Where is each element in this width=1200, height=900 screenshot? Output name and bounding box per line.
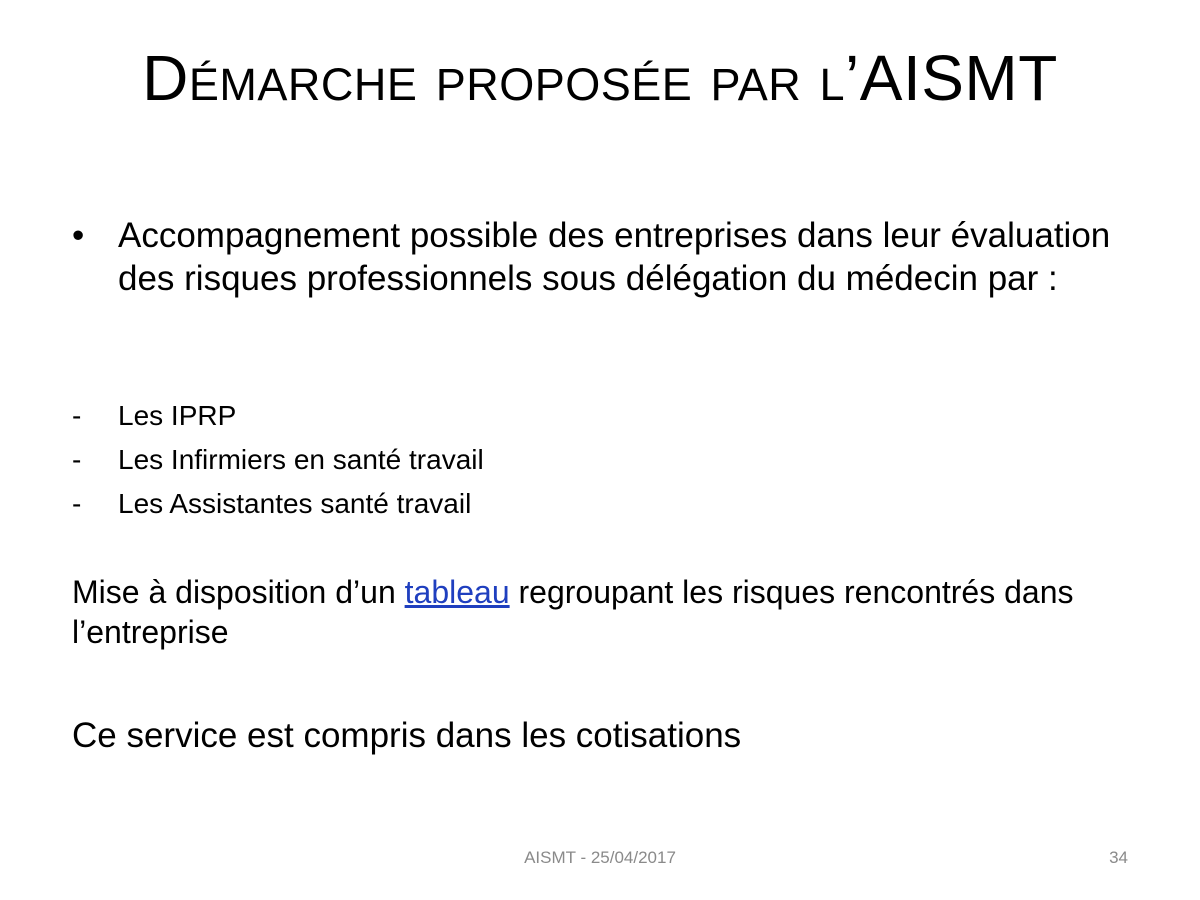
dash-marker: -: [72, 488, 82, 519]
list-item: [72, 394, 972, 438]
list-item: [72, 482, 972, 526]
bullet-text: Accompagnement possible des entreprises dans leur évaluation des risques professionnels sous délégation du médecin par :: [118, 216, 1111, 298]
slide-title: Démarche proposée par l’AISMT: [142, 42, 1058, 114]
bullet-marker: •: [72, 216, 85, 255]
dash-list: [72, 394, 972, 526]
list-item-text: Les Infirmiers en santé travail: [118, 444, 484, 475]
tableau-link[interactable]: tableau: [404, 574, 510, 610]
list-item-text: Les Assistantes santé travail: [118, 488, 472, 519]
dash-marker: -: [72, 400, 82, 431]
paragraph-text-before: Mise à disposition d’un: [72, 574, 405, 610]
footer-text: AISMT - 25/04/2017: [524, 848, 676, 867]
page-number: 34: [1109, 848, 1128, 867]
list-item-text: Les IPRP: [118, 400, 237, 431]
closing-statement: Ce service est compris dans les cotisations: [72, 716, 742, 755]
dash-marker: -: [72, 444, 82, 475]
main-bullet: [72, 214, 1132, 300]
paragraph-text-after: regroupant les risques rencontrés dans l’entreprise: [72, 574, 1074, 650]
list-item: [72, 438, 972, 482]
tableau-paragraph: [72, 572, 1152, 652]
